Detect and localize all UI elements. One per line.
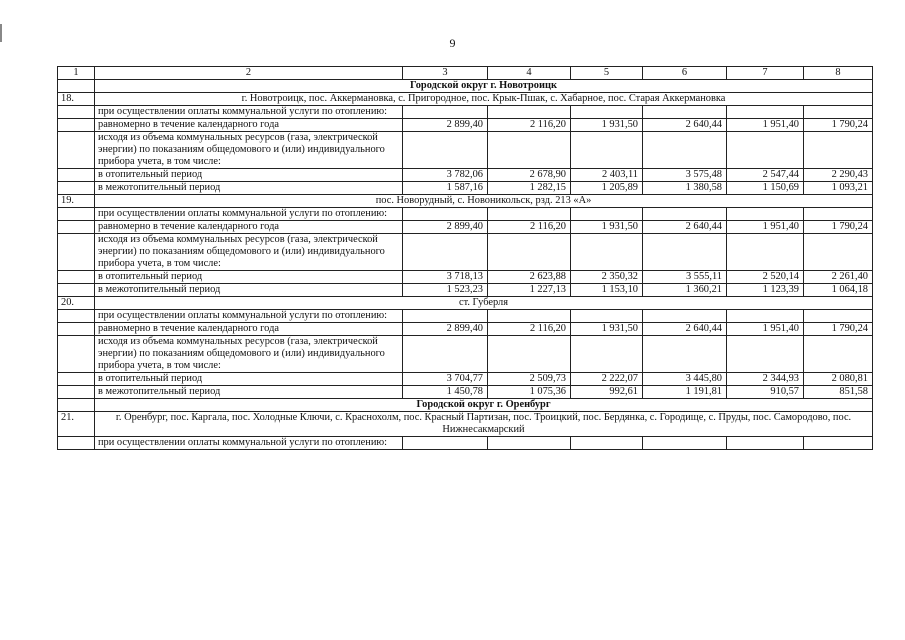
value-cell: 2 403,11: [571, 169, 643, 182]
table-body: [58, 67, 873, 450]
row-label: исходя из объема коммунальных ресурсов (газа, электрической энергии) по показаниям общедомового и (или) индивидуального прибора учета, в том числе:: [95, 234, 403, 271]
row-label: при осуществлении оплаты коммунальной услуги по отоплению:: [95, 437, 403, 450]
value-cell: 2 623,88: [488, 271, 571, 284]
value-cell: 2 290,43: [804, 169, 873, 182]
empty-cell: [643, 106, 727, 119]
row-label: при осуществлении оплаты коммунальной услуги по отоплению:: [95, 106, 403, 119]
value-cell: 1 064,18: [804, 284, 873, 297]
row-label: в межотопительный период: [95, 182, 403, 195]
value-cell: 1 360,21: [643, 284, 727, 297]
entry-number: 18.: [58, 93, 95, 106]
column-header: 8: [804, 67, 873, 80]
empty-cell: [58, 182, 95, 195]
value-cell: 3 575,48: [643, 169, 727, 182]
empty-cell: [58, 310, 95, 323]
row-label: исходя из объема коммунальных ресурсов (газа, электрической энергии) по показаниям общедомового и (или) индивидуального прибора учета, в том числе:: [95, 336, 403, 373]
location-row: [58, 93, 873, 106]
uniform-payment-row: [58, 119, 873, 132]
row-label: равномерно в течение календарного года: [95, 119, 403, 132]
empty-cell: [488, 132, 571, 169]
value-cell: 1 191,81: [643, 386, 727, 399]
column-header: 4: [488, 67, 571, 80]
value-cell: 1 093,21: [804, 182, 873, 195]
empty-cell: [58, 271, 95, 284]
value-cell: 1 951,40: [727, 221, 804, 234]
empty-cell: [403, 106, 488, 119]
row-label: в отопительный период: [95, 271, 403, 284]
value-cell: 2 899,40: [403, 221, 488, 234]
location-row: [58, 412, 873, 437]
meter-based-row: [58, 336, 873, 373]
value-cell: 2 116,20: [488, 221, 571, 234]
tariff-table: [57, 66, 873, 450]
empty-cell: [804, 208, 873, 221]
empty-cell: [58, 373, 95, 386]
empty-cell: [58, 437, 95, 450]
heating-payment-row: [58, 208, 873, 221]
value-cell: 3 704,77: [403, 373, 488, 386]
value-cell: 2 640,44: [643, 119, 727, 132]
heating-payment-row: [58, 437, 873, 450]
value-cell: 3 555,11: [643, 271, 727, 284]
location-text: г. Оренбург, пос. Каргала, пос. Холодные Ключи, с. Краснохолм, пос. Красный Партизан, пос. Троицкий, пос. Бердянка, с. Городище, с. Пруды, пос. Самородово, пос. Нижнесакмарский: [95, 412, 873, 437]
empty-cell: [727, 208, 804, 221]
heating-season-row: [58, 373, 873, 386]
heating-payment-row: [58, 106, 873, 119]
row-label: исходя из объема коммунальных ресурсов (газа, электрической энергии) по показаниям общедомового и (или) индивидуального прибора учета, в том числе:: [95, 132, 403, 169]
value-cell: 3 445,80: [643, 373, 727, 386]
empty-cell: [403, 234, 488, 271]
value-cell: 1 951,40: [727, 119, 804, 132]
heating-payment-row: [58, 310, 873, 323]
entry-number: 19.: [58, 195, 95, 208]
empty-cell: [727, 106, 804, 119]
column-header: 2: [95, 67, 403, 80]
value-cell: 1 523,23: [403, 284, 488, 297]
meter-based-row: [58, 234, 873, 271]
empty-cell: [488, 208, 571, 221]
empty-cell: [58, 80, 95, 93]
value-cell: 2 350,32: [571, 271, 643, 284]
location-text: г. Новотроицк, пос. Аккермановка, с. Пригородное, пос. Крык-Пшак, с. Хабарное, пос. Старая Аккермановка: [95, 93, 873, 106]
empty-cell: [727, 310, 804, 323]
entry-number: 20.: [58, 297, 95, 310]
empty-cell: [727, 234, 804, 271]
district-title: Городской округ г. Новотроицк: [95, 80, 873, 93]
location-row: [58, 195, 873, 208]
column-header: 6: [643, 67, 727, 80]
uniform-payment-row: [58, 221, 873, 234]
empty-cell: [571, 208, 643, 221]
empty-cell: [643, 310, 727, 323]
value-cell: 2 899,40: [403, 119, 488, 132]
empty-cell: [488, 106, 571, 119]
value-cell: 2 547,44: [727, 169, 804, 182]
value-cell: 2 899,40: [403, 323, 488, 336]
value-cell: 1 931,50: [571, 323, 643, 336]
value-cell: 2 640,44: [643, 323, 727, 336]
empty-cell: [488, 234, 571, 271]
value-cell: 992,61: [571, 386, 643, 399]
row-label: равномерно в течение календарного года: [95, 221, 403, 234]
empty-cell: [58, 132, 95, 169]
empty-cell: [804, 437, 873, 450]
value-cell: 2 116,20: [488, 323, 571, 336]
value-cell: 1 205,89: [571, 182, 643, 195]
empty-cell: [58, 234, 95, 271]
empty-cell: [571, 437, 643, 450]
value-cell: 3 718,13: [403, 271, 488, 284]
empty-cell: [488, 336, 571, 373]
value-cell: 1 931,50: [571, 119, 643, 132]
empty-cell: [804, 234, 873, 271]
value-cell: 1 951,40: [727, 323, 804, 336]
empty-cell: [58, 323, 95, 336]
off-season-row: [58, 386, 873, 399]
empty-cell: [727, 437, 804, 450]
district-title: Городской округ г. Оренбург: [95, 399, 873, 412]
empty-cell: [58, 119, 95, 132]
value-cell: 1 123,39: [727, 284, 804, 297]
empty-cell: [58, 208, 95, 221]
empty-cell: [804, 132, 873, 169]
value-cell: 1 931,50: [571, 221, 643, 234]
uniform-payment-row: [58, 323, 873, 336]
empty-cell: [643, 336, 727, 373]
column-header-row: [58, 67, 873, 80]
value-cell: 2 344,93: [727, 373, 804, 386]
value-cell: 1 227,13: [488, 284, 571, 297]
value-cell: 2 116,20: [488, 119, 571, 132]
district-header-row: [58, 80, 873, 93]
value-cell: 1 450,78: [403, 386, 488, 399]
value-cell: 1 282,15: [488, 182, 571, 195]
value-cell: 2 678,90: [488, 169, 571, 182]
value-cell: 1 790,24: [804, 119, 873, 132]
district-header-row: [58, 399, 873, 412]
empty-cell: [571, 310, 643, 323]
value-cell: 1 790,24: [804, 221, 873, 234]
empty-cell: [58, 284, 95, 297]
empty-cell: [58, 386, 95, 399]
value-cell: 2 080,81: [804, 373, 873, 386]
value-cell: 2 261,40: [804, 271, 873, 284]
empty-cell: [58, 336, 95, 373]
empty-cell: [571, 106, 643, 119]
empty-cell: [643, 208, 727, 221]
row-label: равномерно в течение календарного года: [95, 323, 403, 336]
empty-cell: [804, 336, 873, 373]
entry-number: 21.: [58, 412, 95, 437]
empty-cell: [804, 106, 873, 119]
meter-based-row: [58, 132, 873, 169]
value-cell: 3 782,06: [403, 169, 488, 182]
empty-cell: [403, 336, 488, 373]
value-cell: 2 509,73: [488, 373, 571, 386]
row-label: в межотопительный период: [95, 386, 403, 399]
column-header: 3: [403, 67, 488, 80]
empty-cell: [58, 169, 95, 182]
empty-cell: [58, 106, 95, 119]
value-cell: 910,57: [727, 386, 804, 399]
value-cell: 1 153,10: [571, 284, 643, 297]
heating-season-row: [58, 169, 873, 182]
empty-cell: [58, 399, 95, 412]
column-header: 7: [727, 67, 804, 80]
value-cell: 1 150,69: [727, 182, 804, 195]
off-season-row: [58, 284, 873, 297]
empty-cell: [571, 132, 643, 169]
empty-cell: [727, 336, 804, 373]
value-cell: 1 587,16: [403, 182, 488, 195]
value-cell: 851,58: [804, 386, 873, 399]
empty-cell: [643, 234, 727, 271]
value-cell: 1 075,36: [488, 386, 571, 399]
location-text: пос. Новорудный, с. Новоникольск, рзд. 213 «А»: [95, 195, 873, 208]
value-cell: 2 520,14: [727, 271, 804, 284]
empty-cell: [643, 132, 727, 169]
value-cell: 1 790,24: [804, 323, 873, 336]
empty-cell: [488, 310, 571, 323]
empty-cell: [571, 336, 643, 373]
empty-cell: [727, 132, 804, 169]
row-label: в межотопительный период: [95, 284, 403, 297]
value-cell: 2 222,07: [571, 373, 643, 386]
empty-cell: [403, 132, 488, 169]
location-text: ст. Губерля: [95, 297, 873, 310]
row-label: в отопительный период: [95, 373, 403, 386]
row-label: в отопительный период: [95, 169, 403, 182]
empty-cell: [58, 221, 95, 234]
column-header: 1: [58, 67, 95, 80]
empty-cell: [488, 437, 571, 450]
empty-cell: [403, 437, 488, 450]
value-cell: 1 380,58: [643, 182, 727, 195]
heating-season-row: [58, 271, 873, 284]
row-label: при осуществлении оплаты коммунальной услуги по отоплению:: [95, 208, 403, 221]
off-season-row: [58, 182, 873, 195]
location-row: [58, 297, 873, 310]
column-header: 5: [571, 67, 643, 80]
row-label: при осуществлении оплаты коммунальной услуги по отоплению:: [95, 310, 403, 323]
empty-cell: [403, 208, 488, 221]
empty-cell: [571, 234, 643, 271]
empty-cell: [643, 437, 727, 450]
value-cell: 2 640,44: [643, 221, 727, 234]
empty-cell: [804, 310, 873, 323]
empty-cell: [403, 310, 488, 323]
page-number: 9: [449, 36, 456, 50]
